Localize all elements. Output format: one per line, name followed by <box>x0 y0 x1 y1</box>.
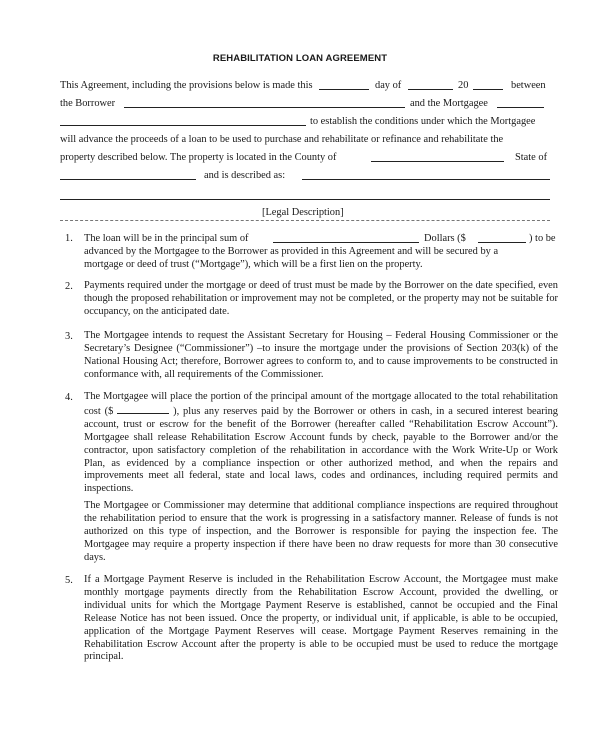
preamble-text: between <box>511 80 546 91</box>
item-1-text: advanced by the Mortgagee to the Borrower as provided in this Agreement and will be secured by a <box>84 246 499 257</box>
item-1-text: ) to be <box>529 233 556 244</box>
preamble-text: 20 <box>458 80 469 91</box>
principal-sum-blank[interactable] <box>273 242 419 243</box>
property-description-blank[interactable] <box>302 179 550 180</box>
item-2-text: Payments required under the mortgage or deed of trust must be made by the Borrower on the date specified, even though the proposed rehabilitation or improvement may not be completed, or the property may not be suitable for occupancy, on the anticipated date. <box>84 280 558 317</box>
item-number: 4. <box>65 392 73 403</box>
item-4-text <box>84 391 558 496</box>
year-blank[interactable] <box>473 89 503 90</box>
preamble-text: will advance the proceeds of a loan to be used to purchase and rehabilitate or refinance and rehabilitate the <box>60 134 504 145</box>
item-4-paragraph-2: The Mortgagee or Commissioner may determine that additional compliance inspections are required throughout the rehabilitation period to ensure that the work is progressing in a satisfactory manner. Release of funds is not authorized on this type of inspection, and the Borrower is responsible for paying the inspection fee. The Mortgagee may require a property inspection if there have been no draw requests for more than 30 consecutive days. <box>84 500 558 563</box>
dollar-amount-blank[interactable] <box>478 242 526 243</box>
rehabilitation-cost-blank[interactable] <box>117 404 169 414</box>
preamble-text: property described below. The property is located in the County of <box>60 152 337 163</box>
item-number: 2. <box>65 281 73 292</box>
description-blank[interactable] <box>60 199 550 200</box>
preamble-text: and is described as: <box>204 170 286 181</box>
preamble-text: the Borrower <box>60 98 116 109</box>
item-number: 5. <box>65 575 73 586</box>
item-4-text-a: The Mortgagee will place the portion of the principal amount of the mortgage allocated to the total rehabilitation cost ($ <box>84 391 558 417</box>
mortgagee-name-blank[interactable] <box>60 125 306 126</box>
item-number: 1. <box>65 233 73 244</box>
preamble-text: This Agreement, including the provisions below is made this <box>60 80 313 91</box>
document-title: REHABILITATION LOAN AGREEMENT <box>212 53 388 64</box>
item-1-text: Dollars ($ <box>424 233 466 244</box>
county-blank[interactable] <box>371 161 504 162</box>
item-1-text: mortgage or deed of trust (“Mortgage”), which will be a first lien on the property. <box>84 259 423 270</box>
preamble-text: State of <box>515 152 548 163</box>
day-blank[interactable] <box>319 89 369 90</box>
item-3-text: The Mortgagee intends to request the Assistant Secretary for Housing – Federal Housing Commissioner or the Secretary’s Designee (“Commissioner”) –to insure the mortgage under the provisions of Section 203(k) of the National Housing Act; therefore, Borrower agrees to conform to, and to cause improvements to be constructed in conformance with, all requirements of the Commissioner. <box>84 330 558 380</box>
state-blank[interactable] <box>60 179 196 180</box>
preamble-text: day of <box>375 80 402 91</box>
preamble-text: and the Mortgagee <box>410 98 488 109</box>
legal-description-line <box>60 220 550 221</box>
item-number: 3. <box>65 331 73 342</box>
item-5-text: If a Mortgage Payment Reserve is included in the Rehabilitation Escrow Account, the Mortgagee must make monthly mortgage payments directly from the Rehabilitation Escrow Account, provided the dwelling, or individual units for which the Mortgage Payment Reserve is established, cannot be occupied and the Final Release Notice has not been issued. Once the property, or individual unit, if applicable, is able to be occupied, application of the Mortgage Payment Reserves will cease. Mortgage Payment Reserves remaining in the Rehabilitation Escrow Account after the property is able to be occupied must be used to reduce the mortgage principal. <box>84 574 558 663</box>
item-4-text-b: ), plus any reserves paid by the Borrower or others in cash, in a secured interest bearing account, trust or escrow for the benefit of the Borrower (hereafter called “Rehabilitation Escrow Account”). Mortgagee shall release Rehabilitation Escrow Account funds by check, payable to the Borrower and/or the contractor, upon satisfactory completion of the rehabilitation in accordance with the Work Write-Up or Work Plan, as evidenced by a compliance inspection or other authorized method, and when the repairs and improvements meet all federal, state and local laws, codes and ordinances, including required permits and inspections. <box>84 405 558 495</box>
month-blank[interactable] <box>408 89 453 90</box>
mortgagee-blank[interactable] <box>497 107 544 108</box>
preamble-text: to establish the conditions under which the Mortgagee <box>310 116 536 127</box>
legal-description-label: [Legal Description] <box>262 207 344 218</box>
borrower-blank[interactable] <box>124 107 405 108</box>
item-1-text: The loan will be in the principal sum of <box>84 233 249 244</box>
